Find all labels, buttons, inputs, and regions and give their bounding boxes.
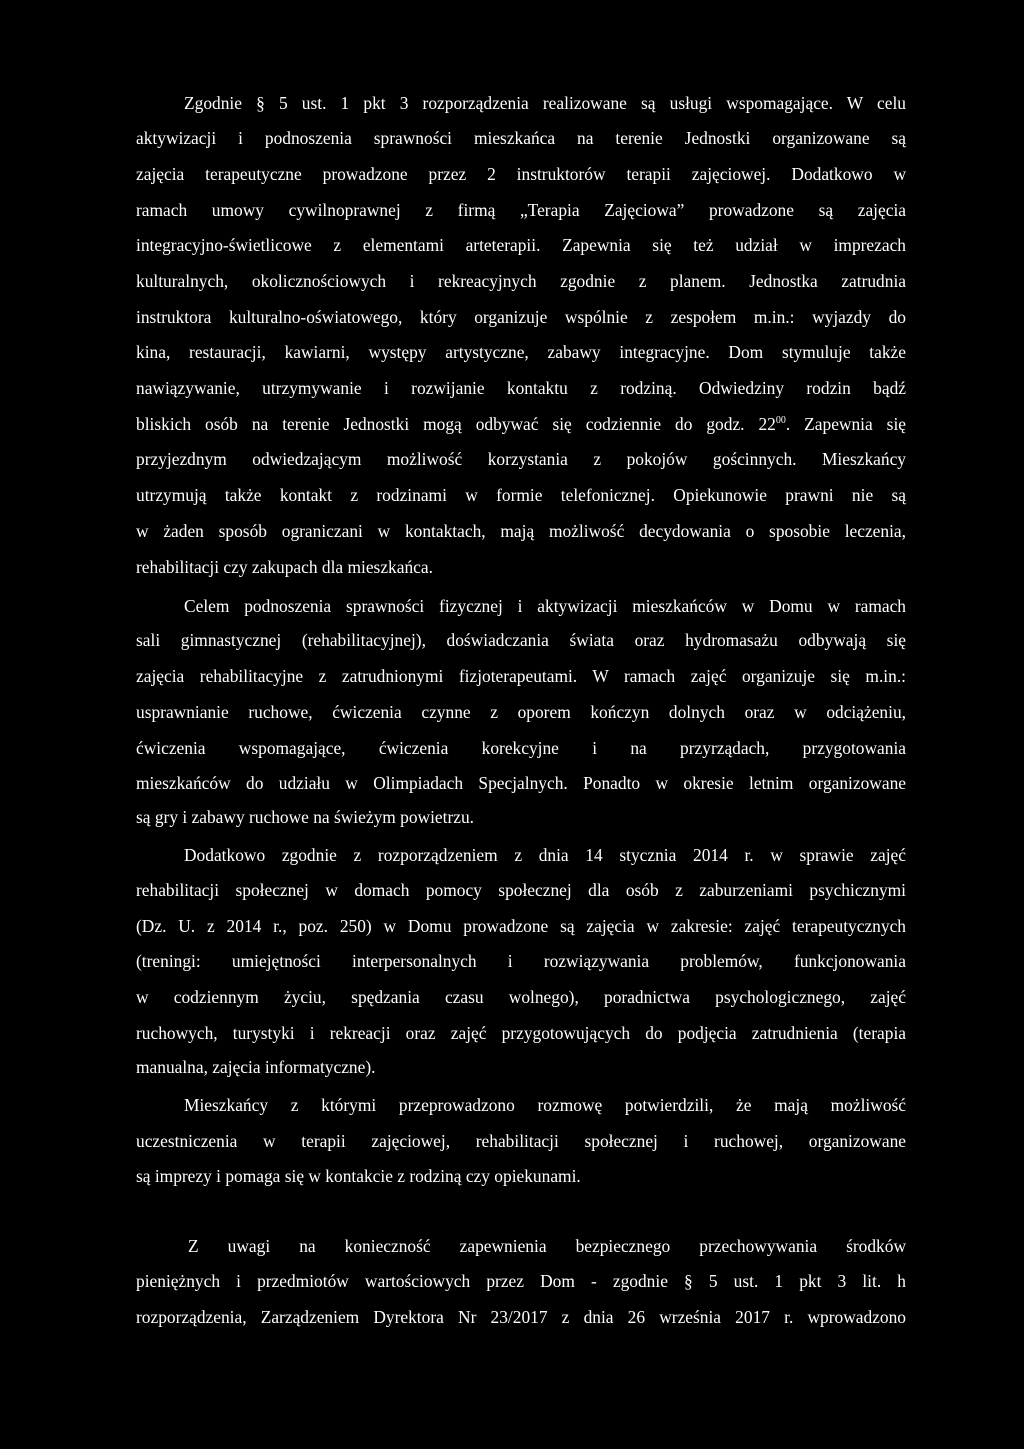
paragraph-5-line-2 <box>136 1264 906 1298</box>
paragraph-1-line-5: integracyjno-świetlicowe z elementami arteterapii. Zapewnia się też udział w imprezach <box>136 235 906 255</box>
paragraph-2-line-3: zajęcia rehabilitacyjne z zatrudnionymi fizjoterapeutami. W ramach zajęć organizuje się m.in.: <box>136 666 906 686</box>
paragraph-4-line-3: są imprezy i pomaga się w kontakcie z rodziną czy opiekunami. <box>136 1166 581 1186</box>
paragraph-2-line-5: ćwiczenia wspomagające, ćwiczenia korekcyjne i na przyrządach, przygotowania <box>136 738 906 758</box>
paragraph-1-line-7: instruktora kulturalno-oświatowego, który organizuje wspólnie z zespołem m.in.: wyjazdy do <box>136 307 906 327</box>
paragraph-1-line-9: nawiązywanie, utrzymywanie i rozwijanie kontaktu z rodziną. Odwiedziny rodzin bądź <box>136 378 906 398</box>
paragraph-3-line-5: w codziennym życiu, spędzania czasu wolnego), poradnictwa psychologicznego, zajęć <box>136 987 906 1007</box>
superscript: 00 <box>775 415 786 426</box>
paragraph-3-line-6: ruchowych, turystyki i rekreacji oraz zajęć przygotowujących do podjęcia zatrudnienia (terapia <box>136 1023 906 1043</box>
paragraph-2-line-4: usprawnianie ruchowe, ćwiczenia czynne z oporem kończyn dolnych oraz w odciążeniu, <box>136 702 906 722</box>
text-run: 5 ust. 1 pkt 3 rozporządzenia realizowane są usługi wspomagające. W celu <box>278 93 906 113</box>
text-run: pieniężnych i przedmiotów wartościowych przez Dom - zgodnie <box>136 1271 668 1291</box>
paragraph-3-line-4: (treningi: umiejętności interpersonalnych i rozwiązywania problemów, funkcjonowania <box>136 951 906 971</box>
paragraph-2-line-2: sali gimnastycznej (rehabilitacyjnej), doświadczania świata oraz hydromasażu odbywają się <box>136 630 906 650</box>
paragraph-3-line-3: (Dz. U. z 2014 r., poz. 250) w Domu prowadzone są zajęcia w zakresie: zajęć terapeutycznych <box>136 916 906 936</box>
text-run: Zgodnie <box>184 93 242 113</box>
paragraph-4-line-2: uczestniczenia w terapii zajęciowej, rehabilitacji społecznej i ruchowej, organizowane <box>136 1131 906 1151</box>
text-run: . Zapewnia się <box>785 414 906 434</box>
paragraph-3-line-7: manualna, zajęcia informatyczne). <box>136 1057 376 1077</box>
paragraph-1-line-11: przyjezdnym odwiedzającym możliwość korzystania z pokojów gościnnych. Mieszkańcy <box>136 449 906 469</box>
paragraph-2-line-1: Celem podnoszenia sprawności fizycznej i aktywizacji mieszkańców w Domu w ramach <box>184 596 906 616</box>
paragraph-1-line-3: zajęcia terapeutyczne prowadzone przez 2 instruktorów terapii zajęciowej. Dodatkowo w <box>136 164 906 184</box>
paragraph-1-line-2: aktywizacji i podnoszenia sprawności mieszkańca na terenie Jednostki organizowane są <box>136 128 906 148</box>
paragraph-1-line-4: ramach umowy cywilnoprawnej z firmą „Terapia Zajęciowa” prowadzone są zajęcia <box>136 200 906 220</box>
paragraph-1-line-10 <box>136 407 906 441</box>
paragraph-1-line-12: utrzymują także kontakt z rodzinami w formie telefonicznej. Opiekunowie prawni nie są <box>136 485 906 505</box>
paragraph-3-line-1: Dodatkowo zgodnie z rozporządzeniem z dnia 14 stycznia 2014 r. w sprawie zajęć <box>184 845 906 865</box>
paragraph-5-line-1: Z uwagi na konieczność zapewnienia bezpiecznego przechowywania środków <box>188 1236 906 1256</box>
paragraph-1-line-14: rehabilitacji czy zakupach dla mieszkańca. <box>136 557 433 577</box>
paragraph-2-line-7: są gry i zabawy ruchowe na świeżym powietrzu. <box>136 807 475 827</box>
section-sign: § <box>256 93 265 113</box>
text-run: 5 ust. 1 pkt 3 lit. h <box>708 1271 906 1291</box>
text-run: bliskich osób na terenie Jednostki mogą odbywać się codziennie do godz. 22 <box>136 414 776 434</box>
paragraph-1-line-13: w żaden sposób ograniczani w kontaktach, mają możliwość decydowania o sposobie leczenia, <box>136 521 906 541</box>
paragraph-4-line-1: Mieszkańcy z którymi przeprowadzono rozmowę potwierdzili, że mają możliwość <box>184 1095 906 1115</box>
paragraph-2-line-6: mieszkańców do udziału w Olimpiadach Specjalnych. Ponadto w okresie letnim organizowane <box>136 773 906 793</box>
paragraph-1-line-8: kina, restauracji, kawiarni, występy artystyczne, zabawy integracyjne. Dom stymuluje także <box>136 342 906 362</box>
section-sign: § <box>684 1271 693 1291</box>
paragraph-1-line-6: kulturalnych, okolicznościowych i rekreacyjnych zgodnie z planem. Jednostka zatrudnia <box>136 271 906 291</box>
paragraph-1-line-1 <box>184 86 906 120</box>
paragraph-3-line-2: rehabilitacji społecznej w domach pomocy społecznej dla osób z zaburzeniami psychicznymi <box>136 880 906 900</box>
paragraph-5-line-3: rozporządzenia, Zarządzeniem Dyrektora Nr 23/2017 z dnia 26 września 2017 r. wprowadzono <box>136 1307 906 1327</box>
